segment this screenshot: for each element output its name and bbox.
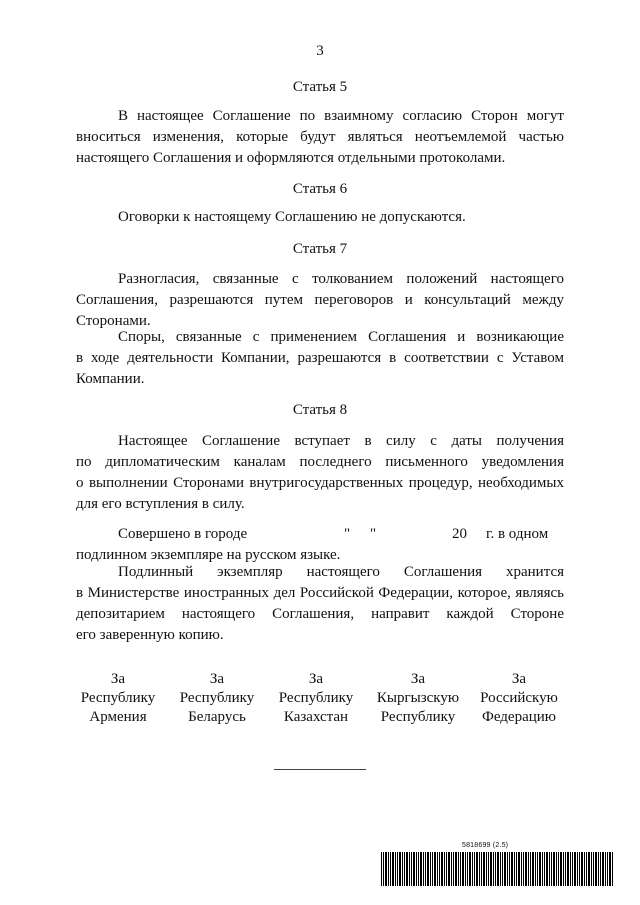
closing-para2-line-1: Подлинный экземпляр настоящего Соглашения хранится	[118, 564, 564, 580]
article-5-line-2: вноситься изменения, которые будут являться неотъемлемой частью	[76, 129, 564, 145]
article-7-para1-line-3: Сторонами.	[76, 313, 151, 329]
article-8-line-2: по дипломатическим каналам последнего письменного уведомления	[76, 454, 564, 470]
signatory-armenia: За Республику Армения	[80, 671, 156, 725]
signatory-belarus: За Республику Беларусь	[179, 671, 255, 725]
article-7-para1-line-2: Соглашения, разрешаются путем переговоров и консультаций между	[76, 292, 564, 308]
article-6-line-1: Оговорки к настоящему Соглашению не допускаются.	[118, 209, 466, 225]
article-5-line-3: настоящего Соглашения и оформляются отдельными протоколами.	[76, 150, 506, 166]
done-in-text: Совершено в городе	[118, 526, 248, 542]
end-separator-line	[274, 769, 366, 770]
page-number: 3	[316, 43, 324, 59]
article-7-para2-line-3: Компании.	[76, 371, 145, 387]
article-8-heading: Статья 8	[292, 402, 348, 418]
closing-para2-line-2: в Министерстве иностранных дел Российской Федерации, которое, являясь	[76, 585, 564, 601]
year-prefix: 20	[452, 526, 467, 542]
article-5-line-1: В настоящее Соглашение по взаимному согласию Сторон могут	[118, 108, 564, 124]
document-code: 5818699 (2.5)	[462, 842, 509, 849]
barcode-icon	[381, 852, 614, 886]
article-8-line-3: о выполнении Сторонами внутригосударственных процедур, необходимых	[76, 475, 564, 491]
closing-para2-line-3: депозитарием настоящего Соглашения, направит каждой Стороне	[76, 606, 564, 622]
article-5-heading: Статья 5	[292, 79, 348, 95]
closing-para2-line-4: его заверенную копию.	[76, 627, 224, 643]
year-suffix: г. в одном	[486, 526, 549, 542]
article-8-line-4: для его вступления в силу.	[76, 496, 245, 512]
quote-open: "	[344, 526, 351, 542]
article-8-line-1: Настоящее Соглашение вступает в силу с даты получения	[118, 433, 564, 449]
signatory-kyrgyzstan: За Кыргызскую Республику	[376, 671, 460, 725]
article-7-para1-line-1: Разногласия, связанные с толкованием положений настоящего	[118, 271, 564, 287]
article-6-heading: Статья 6	[292, 181, 348, 197]
article-7-para2-line-2: в ходе деятельности Компании, разрешаются в соответствии с Уставом	[76, 350, 564, 366]
quote-close: "	[370, 526, 377, 542]
closing-line-2: подлинном экземпляре на русском языке.	[76, 547, 341, 563]
article-7-para2-line-1: Споры, связанные с применением Соглашения и возникающие	[118, 329, 564, 345]
signatory-russia: За Российскую Федерацию	[480, 671, 558, 725]
signatory-kazakhstan: За Республику Казахстан	[278, 671, 354, 725]
article-7-heading: Статья 7	[292, 241, 348, 257]
